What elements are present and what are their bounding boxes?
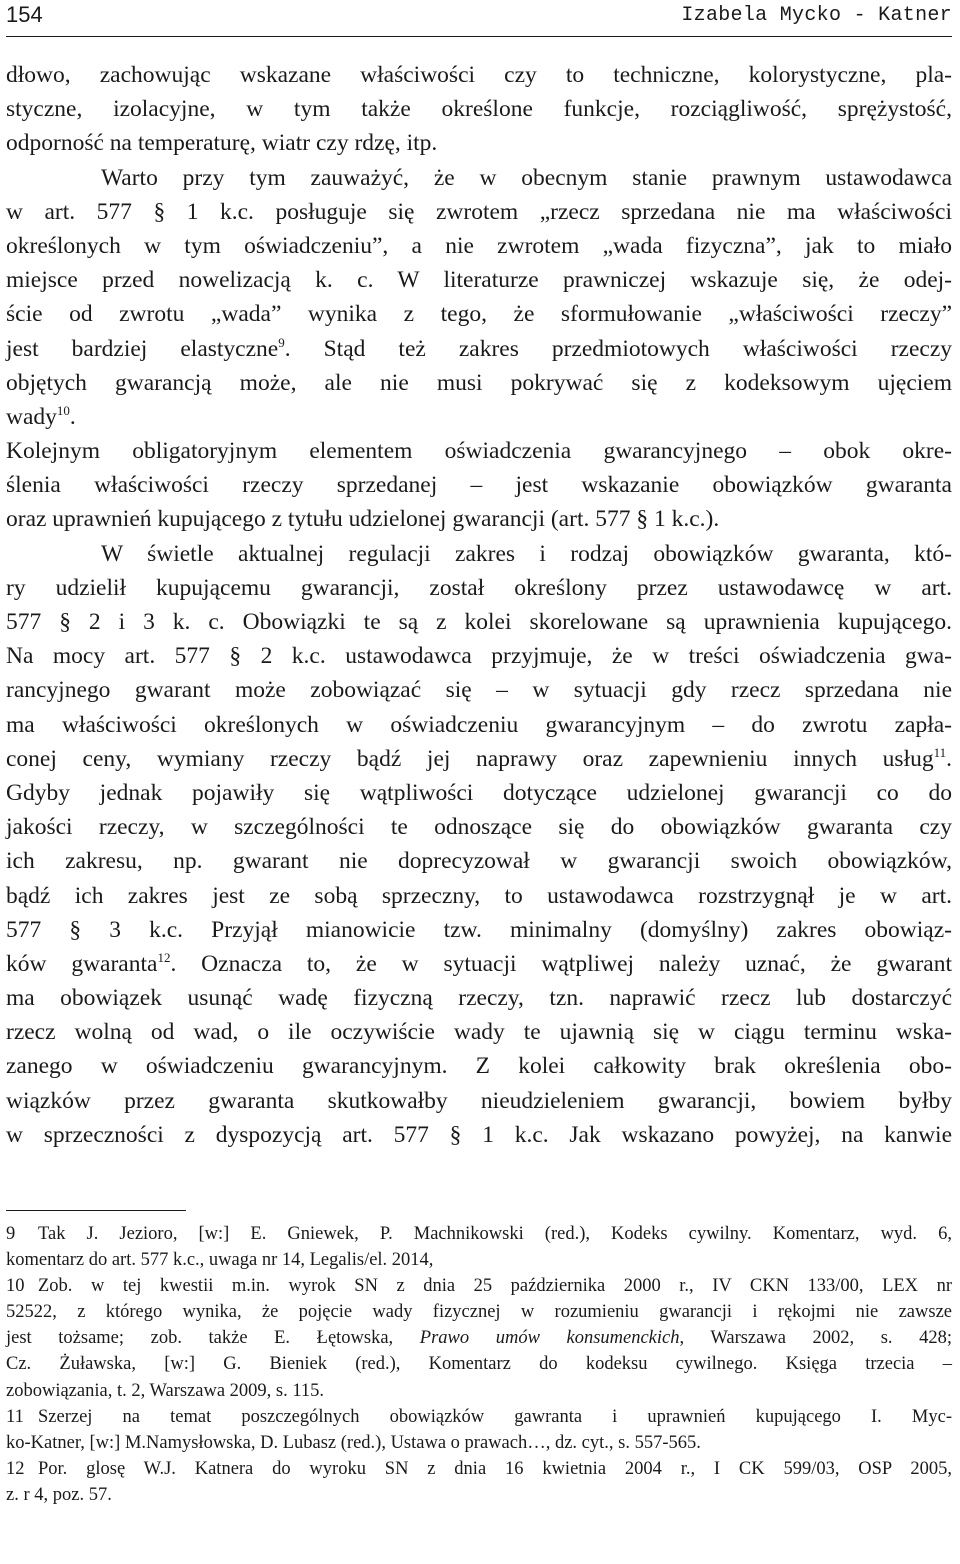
footnote-number: 9 xyxy=(6,1224,16,1244)
line-text: bądź ich zakres jest ze sobą sprzeczny, to ustawodawca rozstrzygnął je w art. xyxy=(6,882,952,909)
line-text: ko-Katner, [w:] M.Namysłowska, D. Lubasz (red.), Ustawa o prawach…, dz. cyt., s. 557-565. xyxy=(6,1432,701,1453)
line-text: objętych gwarancją może, ale nie musi pokrywać się z kodeksowym ujęciem xyxy=(6,369,952,396)
text-line xyxy=(6,844,952,878)
body-text xyxy=(6,58,952,1152)
line-text: rancyjnego gwarant może zobowiązać się – w sytuacji gdy rzecz sprzedana nie xyxy=(6,677,952,704)
footnote-ref: 12 xyxy=(157,949,171,965)
text-line xyxy=(6,126,952,160)
footnote-number: 10 xyxy=(6,1276,25,1297)
text-line xyxy=(6,400,952,434)
line-text: określonych w tym oświadczeniu”, a nie zwrotem „wada fizyczna”, jak to miało xyxy=(6,232,952,259)
text-line xyxy=(6,708,952,742)
line-text-after: , Warszawa 2002, s. 428; xyxy=(679,1328,953,1349)
line-text: jakości rzeczy, w szczególności te odnoszące się do obowiązków gwaranta czy xyxy=(6,814,952,841)
footnote-ref: 10 xyxy=(56,402,70,418)
line-text: Zob. w tej kwestii m.in. wyrok SN z dnia 25 października 2000 r., IV CKN 133/00, LEX nr xyxy=(38,1276,952,1297)
line-text-after: . Oznacza to, że w sytuacji wątpliwej należy uznać, że gwarant xyxy=(170,950,953,977)
line-text: zanego w oświadczeniu gwarancyjnym. Z kolei całkowity brak określenia obo- xyxy=(6,1053,952,1080)
footnote-line xyxy=(6,1482,952,1508)
page-number: 154 xyxy=(6,2,43,27)
footnote-line xyxy=(6,1456,952,1482)
footnote-number: 12 xyxy=(6,1458,25,1479)
text-line xyxy=(6,263,952,297)
text-line xyxy=(6,161,952,195)
text-line xyxy=(6,776,952,810)
text-line xyxy=(6,605,952,639)
line-text: ście od zwrotu „wada” wynika z tego, że sformułowanie „właściwości rzeczy” xyxy=(6,301,952,328)
line-text: ma obowiązek usunąć wadę fizyczną rzeczy, tzn. naprawić rzecz lub dostarczyć xyxy=(6,985,952,1012)
footnote-number: 11 xyxy=(6,1406,24,1427)
line-text: conej ceny, wymiany rzeczy bądź jej naprawy oraz zapewnieniu innych usług xyxy=(6,745,934,772)
line-text: wiązków przez gwaranta skutkowałby nieudzieleniem gwarancji, bowiem byłby xyxy=(6,1087,952,1114)
line-text: Tak J. Jezioro, [w:] E. Gniewek, P. Machnikowski (red.), Kodeks cywilny. Komentarz, wyd. 6, xyxy=(38,1224,952,1244)
text-line xyxy=(6,468,952,502)
line-text: komentarz do art. 577 k.c., uwaga nr 14, Legalis/el. 2014, xyxy=(6,1250,434,1271)
text-line xyxy=(6,1015,952,1049)
line-text-after: . Stąd też zakres przedmiotowych właściwości rzeczy xyxy=(284,335,952,362)
line-text: dłowo, zachowując wskazane właściwości czy to techniczne, kolorystyczne, pla- xyxy=(6,62,952,88)
text-line xyxy=(6,879,952,913)
line-text: w sprzeczności z dyspozycją art. 577 § 1 k.c. Jak wskazano powyżej, na kanwie xyxy=(6,1121,952,1148)
line-text: 577 § 3 k.c. Przyjął mianowicie tzw. minimalny (domyślny) zakres obowiąz- xyxy=(6,916,952,943)
text-line xyxy=(6,229,952,263)
text-line xyxy=(6,434,952,468)
footnote-line xyxy=(6,1325,952,1351)
text-line xyxy=(6,947,952,981)
page-header xyxy=(6,0,952,37)
line-text: Cz. Żuławska, [w:] G. Bieniek (red.), Komentarz do kodeksu cywilnego. Księga trzecia – xyxy=(6,1354,952,1375)
footnotes xyxy=(6,1221,952,1508)
line-text-after: . xyxy=(946,745,952,772)
text-line xyxy=(6,1118,952,1152)
line-text: odporność na temperaturę, wiatr czy rdzę, itp. xyxy=(6,130,438,157)
text-line xyxy=(6,537,952,571)
text-line xyxy=(6,332,952,366)
footnote-line xyxy=(6,1299,952,1325)
line-text-after: . xyxy=(69,403,76,430)
line-text: Por. glosę W.J. Katnera do wyroku SN z dnia 16 kwietnia 2004 r., I CK 599/03, OSP 2005, xyxy=(38,1458,952,1479)
line-text: W świetle aktualnej regulacji zakres i rodzaj obowiązków gwaranta, któ- xyxy=(101,540,952,567)
text-line xyxy=(6,1084,952,1118)
text-line xyxy=(6,366,952,400)
line-text: Gdyby jednak pojawiły się wątpliwości dotyczące udzielonej gwarancji co do xyxy=(6,779,952,806)
text-line xyxy=(6,92,952,126)
line-text: ma właściwości określonych w oświadczeniu gwarancyjnym – do zwrotu zapła- xyxy=(6,711,952,738)
text-line xyxy=(6,742,952,776)
footnote-ref: 9 xyxy=(278,334,285,350)
line-text: Na mocy art. 577 § 2 k.c. ustawodawca przyjmuje, że w treści oświadczenia gwa- xyxy=(6,643,952,670)
footnote-line xyxy=(6,1273,952,1299)
line-text: 577 § 2 i 3 k. c. Obowiązki te są z kolei skorelowane są uprawnienia kupującego. xyxy=(6,609,952,635)
line-text: 52522, z którego wynika, że pojęcie wady fizycznej w rozumieniu gwarancji i rękojmi nie zawsze xyxy=(6,1302,952,1323)
text-line xyxy=(6,673,952,707)
line-text: w art. 577 § 1 k.c. posługuje się zwrotem „rzecz sprzedana nie ma właściwości xyxy=(6,198,952,225)
line-text: z. r 4, poz. 57. xyxy=(6,1484,112,1505)
line-text: rzecz wolną od wad, o ile oczywiście wady te ujawnią się w ciągu terminu wska- xyxy=(6,1019,952,1046)
footnote-separator xyxy=(6,1210,186,1211)
footnote-line xyxy=(6,1378,952,1404)
text-line xyxy=(6,571,952,605)
footnote-line xyxy=(6,1404,952,1430)
line-text: ślenia właściwości rzeczy sprzedanej – jest wskazanie obowiązków gwaranta xyxy=(6,472,952,499)
text-line xyxy=(6,810,952,844)
running-head: Izabela Mycko - Katner xyxy=(681,4,952,27)
line-text: oraz uprawnień kupującego z tytułu udzielonej gwarancji (art. 577 § 1 k.c.). xyxy=(6,506,720,533)
line-text: zobowiązania, t. 2, Warszawa 2009, s. 115. xyxy=(6,1380,325,1401)
line-text: ków gwaranta xyxy=(6,950,158,977)
text-line xyxy=(6,1049,952,1083)
text-line xyxy=(6,502,952,536)
text-line xyxy=(6,297,952,331)
footnote-ref: 11 xyxy=(933,744,947,760)
line-text: Kolejnym obligatoryjnym elementem oświadczenia gwarancyjnego – obok okre- xyxy=(6,438,952,465)
text-line xyxy=(6,913,952,947)
line-text: miejsce przed nowelizacją k. c. W literaturze prawniczej wskazuje się, że odej- xyxy=(6,267,952,294)
text-line xyxy=(6,639,952,673)
line-text: Szerzej na temat poszczególnych obowiązków gawranta i uprawnień kupującego I. Myc- xyxy=(38,1406,952,1427)
footnote-line xyxy=(6,1221,952,1247)
footnote-line xyxy=(6,1247,952,1273)
line-text: jest tożsame; zob. także E. Łętowska, xyxy=(6,1328,420,1349)
line-text: ich zakresu, np. gwarant nie doprecyzował w gwarancji swoich obowiązków, xyxy=(6,848,952,875)
footnote-line xyxy=(6,1351,952,1377)
line-text: Warto przy tym zauważyć, że w obecnym stanie prawnym ustawodawca xyxy=(101,164,952,191)
line-text: styczne, izolacyjne, w tym także określone funkcje, rozciągliwość, sprężystość, xyxy=(6,96,952,123)
text-line xyxy=(6,58,952,92)
line-text: jest bardziej elastyczne xyxy=(6,335,279,362)
line-text: wady xyxy=(6,403,57,430)
text-line xyxy=(6,981,952,1015)
footnote-line xyxy=(6,1430,952,1456)
line-text: ry udzielił kupującemu gwarancji, został określony przez ustawodawcę w art. xyxy=(6,574,952,601)
italic-title: Prawo umów konsumenckich xyxy=(419,1328,680,1349)
text-line xyxy=(6,195,952,229)
